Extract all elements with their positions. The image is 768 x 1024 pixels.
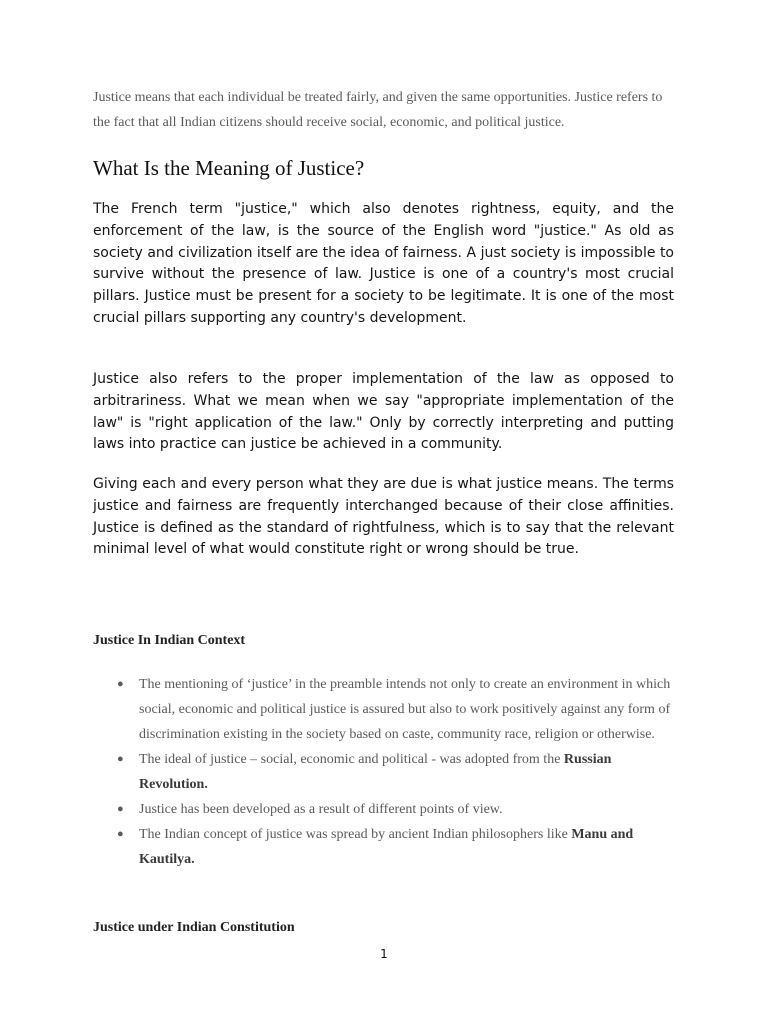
body-paragraph: Giving each and every person what they are due is what justice means. The terms justice and fairness are frequently interchanged because of their close affinities. Justice is defined as the standard of rightfulness, which is to say that the relevant minimal level of what would constitute right or wrong should be true. <box>93 476 674 558</box>
section-heading-constitution: Justice under Indian Constitution <box>93 920 295 935</box>
section-heading-meaning: What Is the Meaning of Justice? <box>93 156 365 180</box>
list-item <box>117 747 679 797</box>
bullet-icon: ● <box>117 803 124 815</box>
list-item <box>117 797 679 822</box>
section-heading-indian-context: Justice In Indian Context <box>93 633 246 648</box>
list-item-text: Justice has been developed as a result of different points of view. <box>139 802 503 817</box>
bullet-icon: ● <box>117 753 124 765</box>
body-paragraph: Justice also refers to the proper implementation of the law as opposed to arbitrariness. What we mean when we say "appropriate implementation of the law" is "right application of the law." Only by correctly interpreting and putting laws into practice can justice be achieved in a community. <box>93 371 674 453</box>
list-item-text: The Indian concept of justice was spread by ancient Indian philosophers like <box>139 827 572 842</box>
intro-paragraph: Justice means that each individual be treated fairly, and given the same opportunities. Justice refers to the fact that all Indian citizens should receive social, economic, and political justice. <box>93 90 663 130</box>
list-item-emphasis: Russian Revolution. <box>139 752 612 792</box>
list-item-text: The mentioning of ‘justice’ in the preamble intends not only to create an environment in which social, economic and political justice is assured but also to work positively against any form of discrimination existing in the society based on caste, community race, religion or otherwise. <box>139 677 671 742</box>
list-item-emphasis: Manu and Kautilya. <box>139 827 634 867</box>
bullet-list <box>117 672 679 872</box>
page-number: 1 <box>380 947 388 961</box>
bullet-icon: ● <box>117 828 124 840</box>
list-item <box>117 672 679 747</box>
list-item <box>117 822 679 872</box>
list-item-text: The ideal of justice – social, economic and political - was adopted from the <box>139 752 564 767</box>
body-paragraph: The French term "justice," which also denotes rightness, equity, and the enforcement of the law, is the source of the English word "justice." As old as society and civilization itself are the idea of fairness. A just society is impossible to survive without the presence of law. Justice is one of a country's most crucial pillars. Justice must be present for a society to be legitimate. It is one of the most crucial pillars supporting any country's development. <box>93 201 674 326</box>
bullet-icon: ● <box>117 678 124 690</box>
